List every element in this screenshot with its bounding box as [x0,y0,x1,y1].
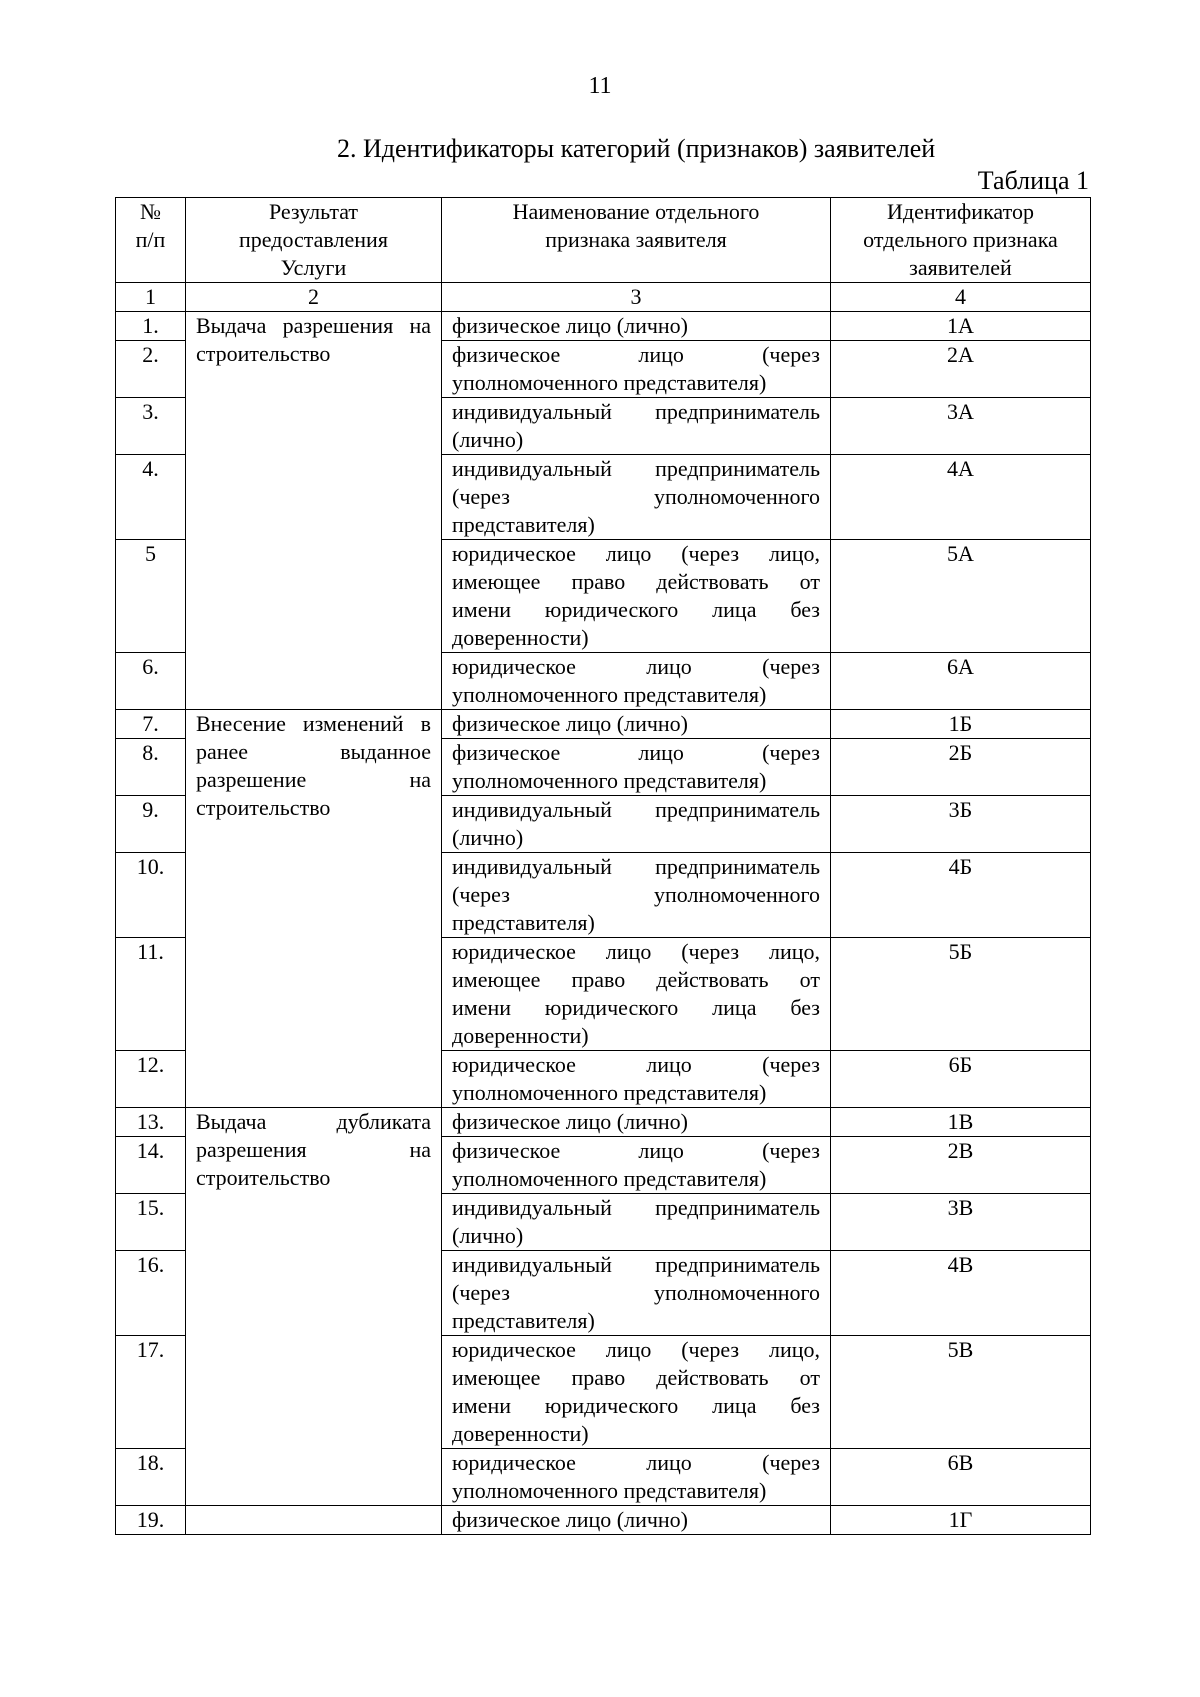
attribute-identifier: 6В [831,1449,1091,1506]
applicant-attribute-line: (через уполномоченного [452,882,820,907]
applicant-attribute-line: индивидуальный предприниматель [452,1195,820,1220]
applicant-attribute-line: индивидуальный предприниматель [452,854,820,879]
applicant-attribute-line: юридическое лицо (через лицо, [452,939,820,964]
applicant-attribute [442,1051,831,1108]
header-result [186,198,442,283]
applicant-attribute-line: представителя) [452,512,595,537]
service-result-line: строительство [196,795,331,820]
attribute-identifier: 2А [831,341,1091,398]
applicant-attribute-line: уполномоченного представителя) [452,682,767,707]
attribute-identifier: 1Г [831,1506,1091,1535]
applicant-attribute [442,1336,831,1449]
applicant-attribute [442,710,831,739]
header-name-line: Наименование отдельного [512,199,760,224]
applicant-attribute-line: индивидуальный предприниматель [452,1252,820,1277]
header-result-line: Результат [268,199,359,224]
section-title: 2. Идентификаторы категорий (признаков) заявителей [337,134,936,163]
attribute-identifier: 2В [831,1137,1091,1194]
applicant-attribute-line: имени юридического лица без [452,1393,820,1418]
row-number: 2. [116,341,186,398]
applicant-attribute-line: имеющее право действовать от [452,967,820,992]
applicant-attribute-line: юридическое лицо (через лицо, [452,1337,820,1362]
applicant-attribute [442,853,831,938]
row-number: 11. [116,938,186,1051]
applicant-attribute [442,796,831,853]
row-number: 14. [116,1137,186,1194]
applicant-attribute-line: физическое лицо (лично) [452,1507,689,1532]
applicant-attribute-line: представителя) [452,910,595,935]
applicant-attribute-line: физическое лицо (через [452,1138,820,1163]
service-result [186,1506,442,1535]
table-body [116,283,1091,1535]
applicant-attribute-line: юридическое лицо (через лицо, [452,541,820,566]
row-number: 10. [116,853,186,938]
attribute-identifier: 1А [831,312,1091,341]
column-number: 2 [186,283,442,312]
attribute-identifier: 3А [831,398,1091,455]
row-number: 16. [116,1251,186,1336]
applicant-attribute-line: (лично) [452,825,524,850]
applicant-attribute-line: (через уполномоченного [452,484,820,509]
applicant-attribute-line: представителя) [452,1308,595,1333]
applicant-attribute-line: индивидуальный предприниматель [452,456,820,481]
row-number: 9. [116,796,186,853]
header-result-line: Услуги [280,255,347,280]
applicant-attribute [442,1108,831,1137]
row-number: 1. [116,312,186,341]
applicant-attribute-line: доверенности) [452,1023,589,1048]
attribute-identifier: 4А [831,455,1091,540]
row-number: 15. [116,1194,186,1251]
applicant-attribute-line: юридическое лицо (через [452,1450,820,1475]
applicant-attribute [442,312,831,341]
attribute-identifier: 3В [831,1194,1091,1251]
service-result-line: разрешение на [196,767,431,792]
applicant-attribute-line: юридическое лицо (через [452,654,820,679]
row-number: 17. [116,1336,186,1449]
applicant-attribute-line: индивидуальный предприниматель [452,797,820,822]
page-number: 11 [588,73,612,99]
attribute-identifier: 2Б [831,739,1091,796]
applicant-attribute [442,1194,831,1251]
applicant-attribute [442,1449,831,1506]
applicant-attribute-line: уполномоченного представителя) [452,1080,767,1105]
attribute-identifier: 6А [831,653,1091,710]
row-number: 7. [116,710,186,739]
applicant-attribute-line: физическое лицо (лично) [452,711,689,736]
header-name-line: признака заявителя [545,227,727,252]
applicant-attribute-line: индивидуальный предприниматель [452,399,820,424]
column-numbers-row [116,283,1091,312]
applicant-identifiers-table [115,197,1091,1535]
service-result [186,710,442,1108]
row-number: 5 [116,540,186,653]
table-row [116,1506,1091,1535]
applicant-attribute [442,938,831,1051]
service-result-line: Выдача дубликата [196,1109,431,1134]
attribute-identifier: 1Б [831,710,1091,739]
attribute-identifier: 4В [831,1251,1091,1336]
applicant-attribute [442,341,831,398]
applicant-attribute-line: доверенности) [452,1421,589,1446]
applicant-attribute [442,398,831,455]
attribute-identifier: 4Б [831,853,1091,938]
applicant-attribute-line: физическое лицо (лично) [452,1109,689,1134]
table-caption: Таблица 1 [977,166,1089,195]
header-name [442,198,831,283]
applicant-attribute-line: уполномоченного представителя) [452,1478,767,1503]
applicant-attribute [442,739,831,796]
header-num-line: п/п [135,227,166,252]
applicant-attribute [442,1506,831,1535]
applicant-attribute-line: имени юридического лица без [452,597,820,622]
column-number: 1 [116,283,186,312]
attribute-identifier: 5Б [831,938,1091,1051]
header-code-line: отдельного признака [863,227,1058,252]
service-result-line: строительство [196,1165,331,1190]
row-number: 8. [116,739,186,796]
attribute-identifier: 1В [831,1108,1091,1137]
applicant-attribute [442,540,831,653]
column-number: 3 [442,283,831,312]
service-result-line: строительство [196,341,331,366]
applicant-attribute [442,1137,831,1194]
applicant-attribute-line: физическое лицо (через [452,740,820,765]
row-number: 4. [116,455,186,540]
applicant-attribute-line: имеющее право действовать от [452,1365,820,1390]
row-number: 12. [116,1051,186,1108]
applicant-attribute-line: имеющее право действовать от [452,569,820,594]
header-code-line: заявителей [909,255,1012,280]
applicant-attribute-line: физическое лицо (через [452,342,820,367]
applicant-attribute [442,1251,831,1336]
header-result-line: предоставления [239,227,388,252]
row-number: 19. [116,1506,186,1535]
header-code [831,198,1091,283]
row-number: 3. [116,398,186,455]
table-row [116,312,1091,341]
applicant-attribute-line: уполномоченного представителя) [452,1166,767,1191]
applicant-attribute-line: доверенности) [452,625,589,650]
service-result-line: Выдача разрешения на [196,313,431,338]
applicant-attribute-line: уполномоченного представителя) [452,768,767,793]
attribute-identifier: 3Б [831,796,1091,853]
applicant-attribute [442,653,831,710]
applicant-attribute-line: уполномоченного представителя) [452,370,767,395]
table-row [116,1108,1091,1137]
table-row [116,710,1091,739]
attribute-identifier: 5В [831,1336,1091,1449]
table-header-row [116,198,1091,283]
applicant-attribute-line: (лично) [452,1223,524,1248]
header-num [116,198,186,283]
service-result-line: ранее выданное [196,739,431,764]
service-result-line: Внесение изменений в [196,711,431,736]
applicant-attribute-line: (через уполномоченного [452,1280,820,1305]
applicant-attribute-line: (лично) [452,427,524,452]
service-result-line: разрешения на [196,1137,431,1162]
service-result [186,312,442,710]
applicant-attribute-line: имени юридического лица без [452,995,820,1020]
row-number: 18. [116,1449,186,1506]
attribute-identifier: 6Б [831,1051,1091,1108]
applicant-attribute-line: физическое лицо (лично) [452,313,689,338]
row-number: 13. [116,1108,186,1137]
applicant-attribute [442,455,831,540]
attribute-identifier: 5А [831,540,1091,653]
header-code-line: Идентификатор [887,199,1034,224]
row-number: 6. [116,653,186,710]
header-num-line: № [140,199,161,224]
column-number: 4 [831,283,1091,312]
service-result [186,1108,442,1506]
applicant-attribute-line: юридическое лицо (через [452,1052,820,1077]
